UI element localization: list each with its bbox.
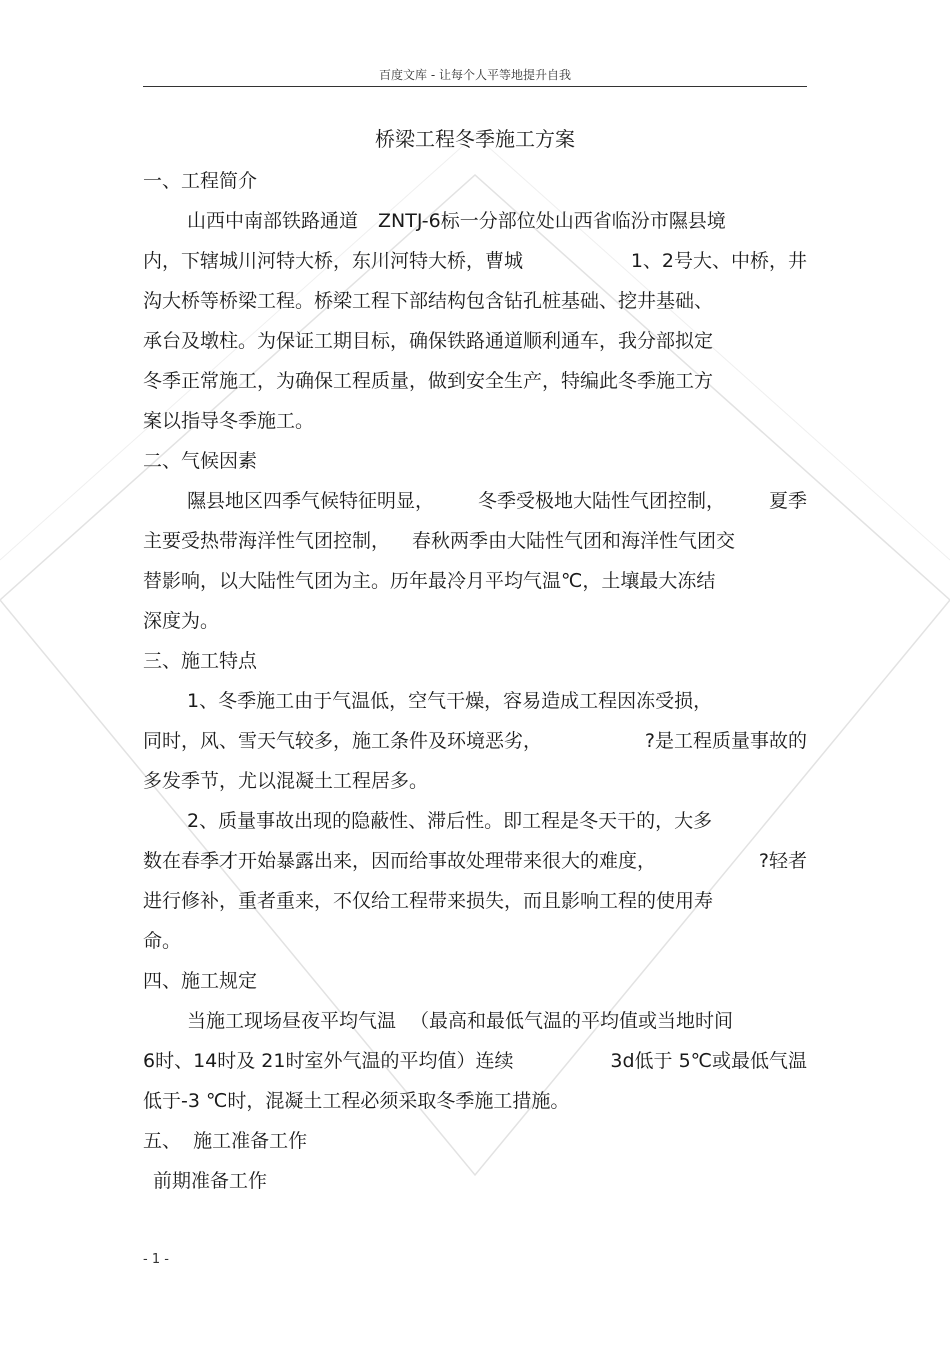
section-heading: 五、 施工准备工作 <box>143 1130 308 1152</box>
page-header: 百度文库 - 让每个人平等地提升自我 <box>143 64 807 87</box>
paragraph-line: 沟大桥等桥梁工程。桥梁工程下部结构包含钻孔桩基础、挖井基础、 <box>143 290 714 312</box>
paragraph-line: 2、质量事故出现的隐蔽性、滞后性。即工程是冬天干的，大多 <box>187 810 713 832</box>
paragraph-line: 隰县地区四季气候特征明显， 冬季受极地大陆性气团控制， 夏季 <box>187 490 807 512</box>
paragraph-line: 数在春季才开始暴露出来，因而给事故处理带来很大的难度， ?轻者 <box>143 850 807 872</box>
page-number: - 1 - <box>143 1252 169 1267</box>
paragraph-line: 当施工现场昼夜平均气温 （最高和最低气温的平均值或当地时间 <box>187 1010 734 1032</box>
paragraph-line: 冬季正常施工，为确保工程质量，做到安全生产，特编此冬季施工方 <box>143 370 714 392</box>
section-heading: 四、施工规定 <box>143 970 258 992</box>
paragraph-line: 替影响，以大陆性气团为主。历年最冷月平均气温℃，土壤最大冻结 <box>143 570 716 592</box>
paragraph-line: 低于-3 ℃时，混凝土工程必须采取冬季施工措施。 <box>143 1090 570 1112</box>
section-heading: 一、工程简介 <box>143 170 258 192</box>
paragraph-line: 案以指导冬季施工。 <box>143 410 315 432</box>
paragraph-line: 1、冬季施工由于气温低，空气干燥，容易造成工程因冻受损， <box>187 690 713 712</box>
paragraph-line: 同时，风、雪天气较多，施工条件及环境恶劣， ?是工程质量事故的 <box>143 730 807 752</box>
paragraph-line: 山西中南部铁路通道 ZNTJ-6标一分部位处山西省临汾市隰县境 <box>187 210 726 232</box>
paragraph-line: 多发季节，尤以混凝土工程居多。 <box>143 770 429 792</box>
paragraph-line: 内，下辖城川河特大桥，东川河特大桥，曹城 1、2号大、中桥，井 <box>143 250 807 272</box>
paragraph-line: 6时、14时及 21时室外气温的平均值）连续 3d低于 5℃或最低气温 <box>143 1050 807 1072</box>
section-heading: 二、气候因素 <box>143 450 258 472</box>
section-heading: 三、施工特点 <box>143 650 258 672</box>
paragraph-line: 承台及墩柱。为保证工期目标，确保铁路通道顺利通车，我分部拟定 <box>143 330 714 352</box>
paragraph-line: 进行修补，重者重来，不仅给工程带来损失，而且影响工程的使用寿 <box>143 890 714 912</box>
document-title: 桥梁工程冬季施工方案 <box>375 127 575 151</box>
paragraph-line: 命。 <box>143 930 182 952</box>
paragraph-line: 前期准备工作 <box>153 1170 268 1192</box>
paragraph-line: 深度为。 <box>143 610 220 632</box>
paragraph-line: 主要受热带海洋性气团控制， 春秋两季由大陆性气团和海洋性气团交 <box>143 530 736 552</box>
